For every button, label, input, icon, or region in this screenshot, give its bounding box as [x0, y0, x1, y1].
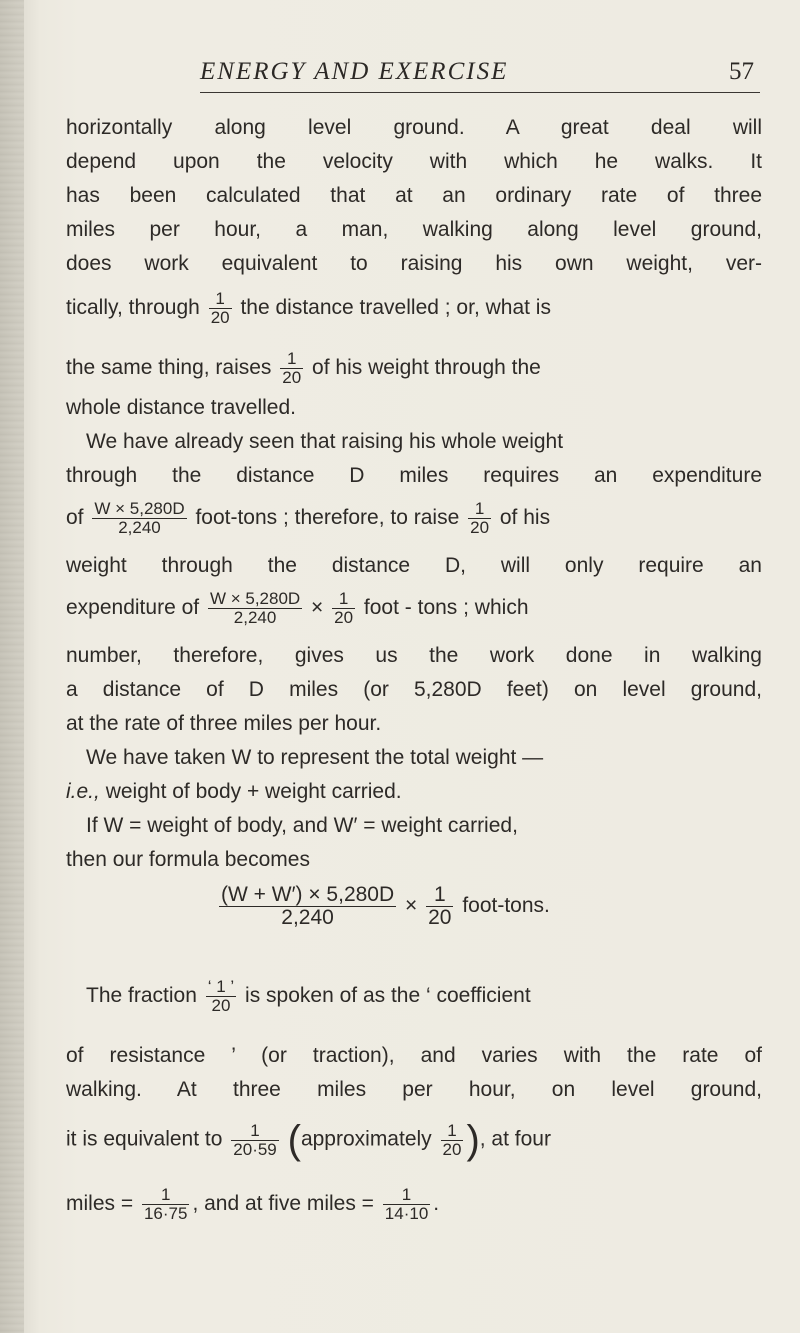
display-formula: [216, 884, 550, 929]
text-line: horizontally along level ground. A great deal will: [66, 116, 762, 139]
text-line: weight through the distance D, will only require an: [66, 554, 762, 577]
text-line-with-fraction: [66, 590, 762, 627]
times-sign: ×: [405, 894, 418, 918]
text-line: then our formula becomes: [66, 848, 310, 871]
text-line-with-fraction: [66, 1186, 762, 1223]
text-span: expenditure of: [66, 596, 200, 620]
text-line: whole distance travelled.: [66, 396, 296, 419]
text-line: depend upon the velocity with which he walks. It: [66, 150, 762, 173]
numerator: 1: [474, 499, 485, 518]
fraction: [231, 1122, 278, 1159]
numerator: 1: [447, 1120, 457, 1140]
denominator: 2,240: [92, 518, 186, 537]
denominator: 20: [210, 308, 230, 327]
numerator: (W + W′) × 5,280D: [221, 883, 395, 906]
text-line: If W = weight of body, and W′ = weight carried,: [86, 814, 518, 837]
denominator: 20: [442, 1139, 462, 1159]
fraction: [441, 1122, 464, 1159]
fraction: [92, 500, 186, 537]
text-span: foot-tons ; therefore, to raise: [195, 506, 460, 530]
denominator: 20: [428, 906, 452, 929]
denominator: 20·59: [233, 1139, 277, 1159]
text-span: The fraction: [86, 984, 197, 1008]
text-span: of his: [499, 506, 551, 530]
text-line: at the rate of three miles per hour.: [66, 712, 382, 735]
text-line: miles per hour, a man, walking along level ground,: [66, 218, 762, 241]
denominator: 14·10: [384, 1204, 429, 1223]
denominator: 2,240: [208, 608, 302, 627]
fraction: [208, 590, 302, 627]
fraction: [209, 290, 232, 327]
text-span: , and at five miles =: [192, 1192, 374, 1216]
text-span: the same thing, raises: [66, 356, 272, 380]
page-edge-shadow: [0, 0, 24, 1333]
text-line: does work equivalent to raising his own weight, ver-: [66, 252, 762, 275]
text-span: it is equivalent to: [66, 1127, 223, 1151]
denominator: 20: [206, 996, 236, 1015]
numerator: W × 5,280D: [209, 589, 301, 608]
text-line: has been calculated that at an ordinary rate of three: [66, 184, 762, 207]
text-line-with-fraction: [66, 290, 762, 327]
text-span: the distance travelled ; or, what is: [240, 296, 551, 320]
header-rule: [200, 92, 760, 93]
fraction: [332, 590, 355, 627]
text-line: number, therefore, gives us the work done in walking: [66, 644, 762, 667]
fraction: [280, 350, 303, 387]
fraction: [206, 978, 236, 1015]
text-line: [66, 776, 762, 808]
numerator: 1: [338, 589, 349, 608]
numerator: 1: [215, 289, 225, 308]
numerator: 1: [160, 1185, 171, 1204]
numerator: 1: [401, 1185, 412, 1204]
open-paren: (: [287, 1118, 301, 1162]
page-header: [200, 58, 760, 98]
fraction: [219, 884, 396, 929]
text-line-with-fraction: [66, 350, 762, 387]
denominator: 20: [470, 518, 490, 537]
text-span: weight of body + weight carried.: [105, 780, 402, 803]
formula-unit: foot-tons.: [462, 894, 550, 918]
denominator: 16·75: [143, 1204, 188, 1223]
page-number: 57: [729, 58, 754, 85]
denominator: 20: [282, 368, 302, 387]
text-line: of resistance ’ (or traction), and varies with the rate of: [66, 1044, 762, 1067]
close-paren: ): [466, 1118, 480, 1162]
text-line-with-fraction: [66, 1120, 762, 1160]
text-line-with-fraction: [66, 500, 762, 537]
numerator: W × 5,280D: [94, 499, 185, 518]
numerator: ‘ 1 ’: [207, 977, 235, 996]
denominator: 2,240: [219, 906, 396, 929]
times-sign: ×: [311, 596, 324, 620]
numerator: 1: [287, 349, 297, 368]
running-title: ENERGY AND EXERCISE: [200, 58, 509, 85]
numerator: 1: [433, 883, 446, 906]
fraction: [426, 884, 453, 929]
text-span: foot - tons ; which: [363, 596, 529, 620]
text-line: a distance of D miles (or 5,280D feet) on level ground,: [66, 678, 762, 701]
text-span: of: [66, 506, 84, 530]
fraction: [468, 500, 491, 537]
text-line-with-fraction: [66, 978, 762, 1015]
text-line: through the distance D miles requires an expenditure: [66, 464, 762, 487]
text-span: approximately: [300, 1127, 432, 1151]
text-span: miles =: [66, 1192, 134, 1216]
denominator: 20: [334, 608, 354, 627]
text-line: We have taken W to represent the total weight —: [86, 746, 544, 769]
fraction: [383, 1186, 430, 1223]
text-line: We have already seen that raising his whole weight: [86, 430, 564, 453]
text-span-italic: i.e.,: [66, 780, 100, 803]
text-span: , at four: [479, 1127, 551, 1151]
text-line: walking. At three miles per hour, on level ground,: [66, 1078, 762, 1101]
text-span: is spoken of as the ‘ coefficient: [245, 984, 531, 1008]
text-span: of his weight through the: [312, 356, 541, 380]
text-span: .: [433, 1192, 440, 1216]
fraction: [142, 1186, 189, 1223]
text-span: tically, through: [66, 296, 200, 320]
numerator: 1: [250, 1120, 260, 1140]
